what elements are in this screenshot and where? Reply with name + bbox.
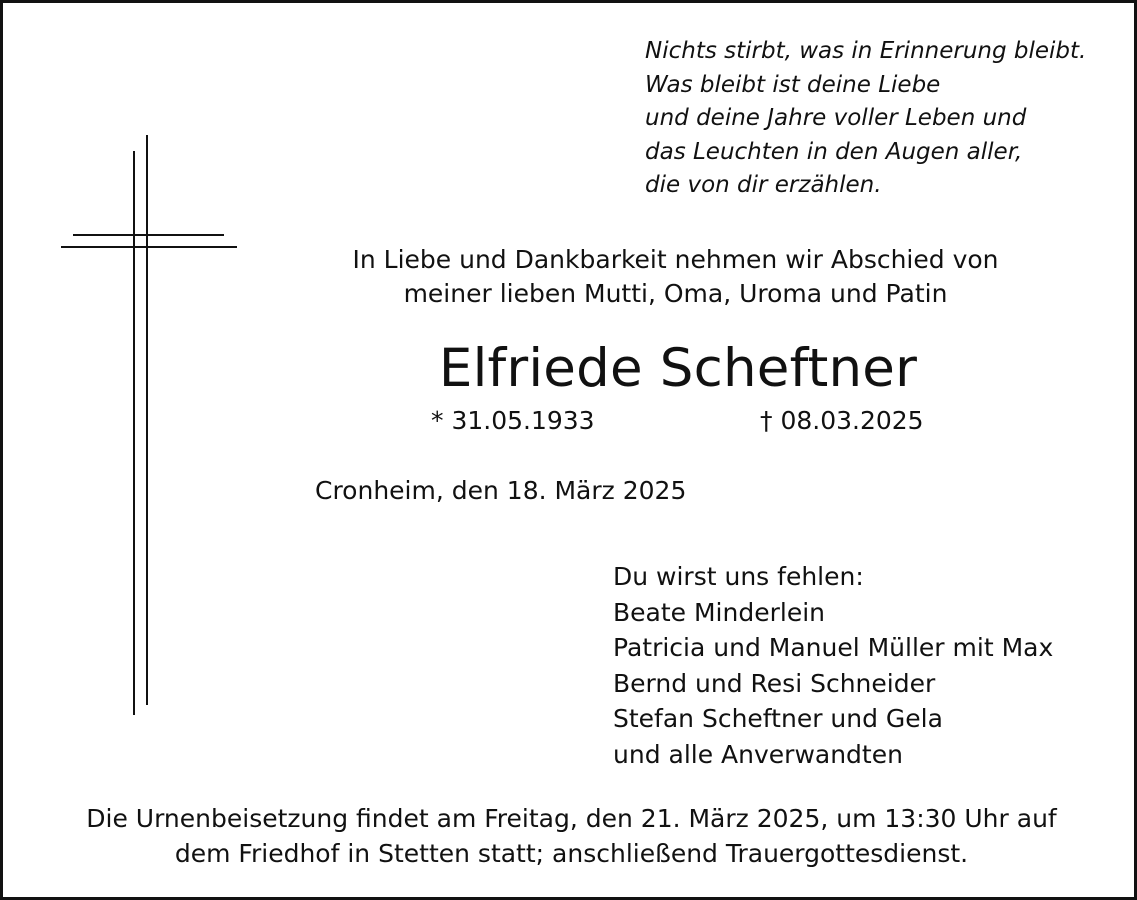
deceased-name: Elfriede Scheftner: [438, 338, 918, 399]
burial-notice-line: dem Friedhof in Stetten statt; anschließend Trauergottesdienst.: [174, 839, 969, 868]
mourner-name: Stefan Scheftner und Gela: [613, 704, 943, 733]
burial-notice-line: Die Urnenbeisetzung findet am Freitag, den 21. März 2025, um 13:30 Uhr auf: [86, 804, 1057, 833]
quote-line: Nichts stirbt, was in Erinnerung bleibt.: [645, 38, 1087, 64]
quote-line: die von dir erzählen.: [645, 172, 882, 198]
place-and-date: Cronheim, den 18. März 2025: [315, 476, 687, 505]
mourner-name: Bernd und Resi Schneider: [613, 668, 936, 698]
intro-line: meiner lieben Mutti, Oma, Uroma und Patin: [403, 279, 948, 308]
memorial-quote: [645, 35, 1125, 203]
quote-line: und deine Jahre voller Leben und: [645, 105, 1027, 131]
mourner-name: Patricia und Manuel Müller mit Max: [613, 633, 1054, 662]
farewell-intro: [303, 243, 1048, 311]
intro-line: In Liebe und Dankbarkeit nehmen wir Abschied von: [352, 245, 999, 274]
quote-line: Was bleibt ist deine Liebe: [645, 71, 941, 98]
quote-line: das Leuchten in den Augen aller,: [645, 138, 1023, 165]
mourners-heading: Du wirst uns fehlen:: [613, 562, 864, 591]
cross-icon: [59, 135, 239, 717]
birth-date: * 31.05.1933: [431, 406, 595, 435]
burial-notice: [23, 801, 1120, 871]
mourner-name: Beate Minderlein: [613, 597, 825, 627]
mourner-name: und alle Anverwandten: [613, 739, 903, 769]
mourners-list: [613, 559, 1123, 772]
death-date: † 08.03.2025: [760, 406, 924, 435]
